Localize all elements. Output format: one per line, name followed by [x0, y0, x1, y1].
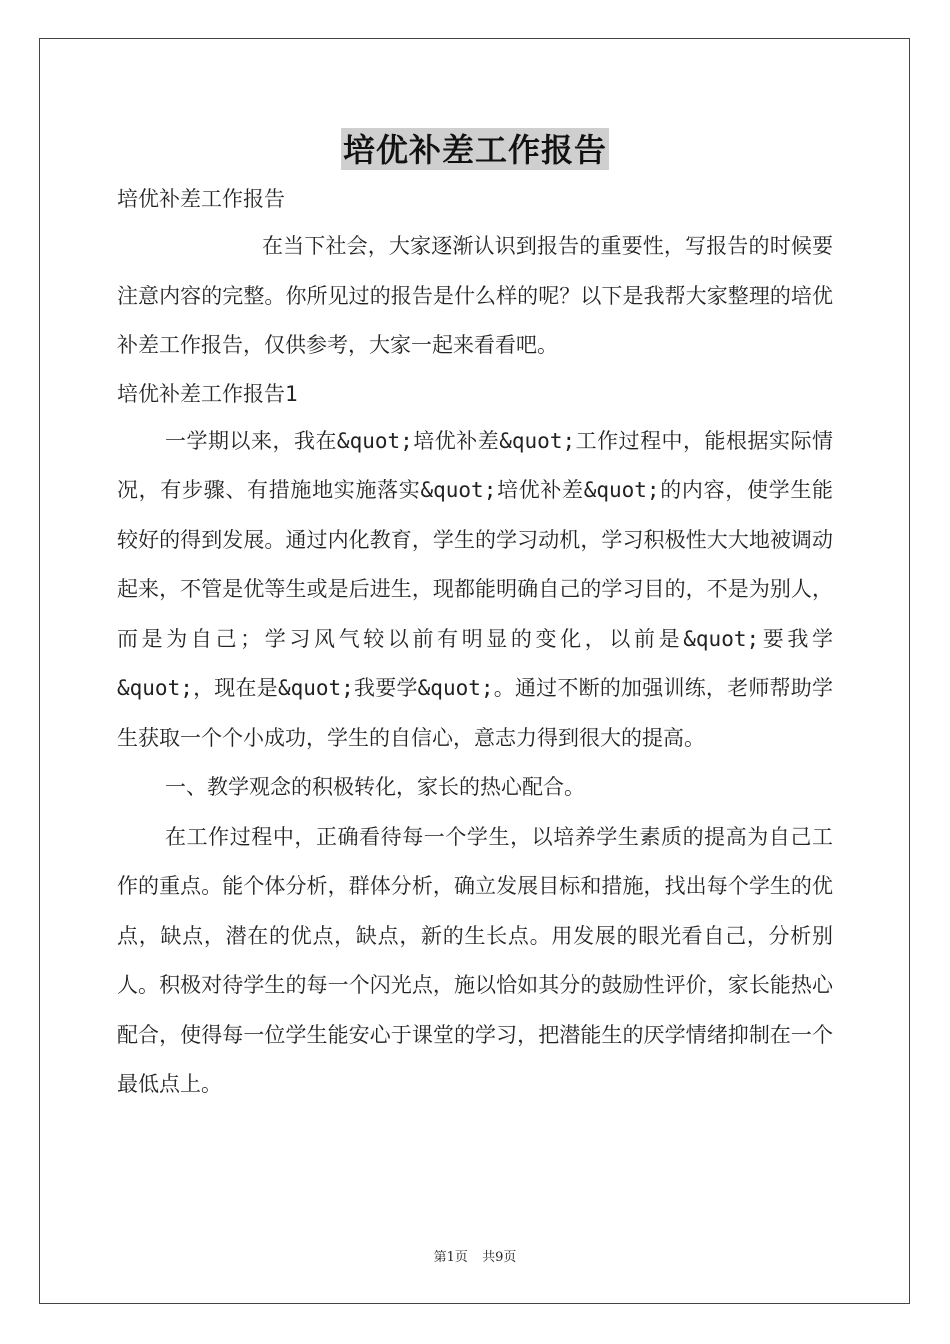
body-paragraph-1: 一学期以来，我在&quot;培优补差&quot;工作过程中，能根据实际情况，有步骤、有措施地实施落实&quot;培优补差&quot;的内容，使学生能较好的得到发展。通过内化教育，学生的学习动机，学习积极性大大地被调动起来，不管是优等生或是后进生，现都能明确自己的学习目的，不是为别人，而是为自己；学习风气较以前有明显的变化，以前是&quot;要我学&quot;，现在是&quot;我要学&quot;。通过不断的加强训练，老师帮助学生获取一个个小成功，学生的自信心，意志力得到很大的提高。 [117, 428, 833, 750]
body-paragraph-3: 在工作过程中，正确看待每一个学生，以培养学生素质的提高为自己工作的重点。能个体分析，群体分析，确立发展目标和措施，找出每个学生的优点，缺点，潜在的优点，缺点，新的生长点。用发展的眼光看自己，分析别人。积极对待学生的每一个闪光点，施以恰如其分的鼓励性评价，家长能热心配合，使得每一位学生能安心于课堂的学习，把潜能生的厌学情绪抑制在一个最低点上。 [117, 824, 833, 1096]
page-footer [0, 1246, 950, 1265]
page-number: 第1页 [433, 1250, 468, 1265]
intro-paragraph: 在当下社会，大家逐渐认识到报告的重要性，写报告的时候要注意内容的完整。你所见过的报告是什么样的呢？以下是我帮大家整理的培优补差工作报告，仅供参考，大家一起来看看吧。 [117, 234, 833, 357]
body-paragraph-2: 一、教学观念的积极转化，家长的热心配合。 [165, 775, 585, 799]
document-title-container [0, 128, 950, 170]
document-body [117, 176, 833, 1110]
page-total: 共9页 [482, 1250, 517, 1265]
document-subtitle: 培优补差工作报告 [117, 187, 285, 211]
section-heading: 培优补差工作报告1 [117, 381, 298, 406]
document-title: 培优补差工作报告 [341, 128, 609, 170]
